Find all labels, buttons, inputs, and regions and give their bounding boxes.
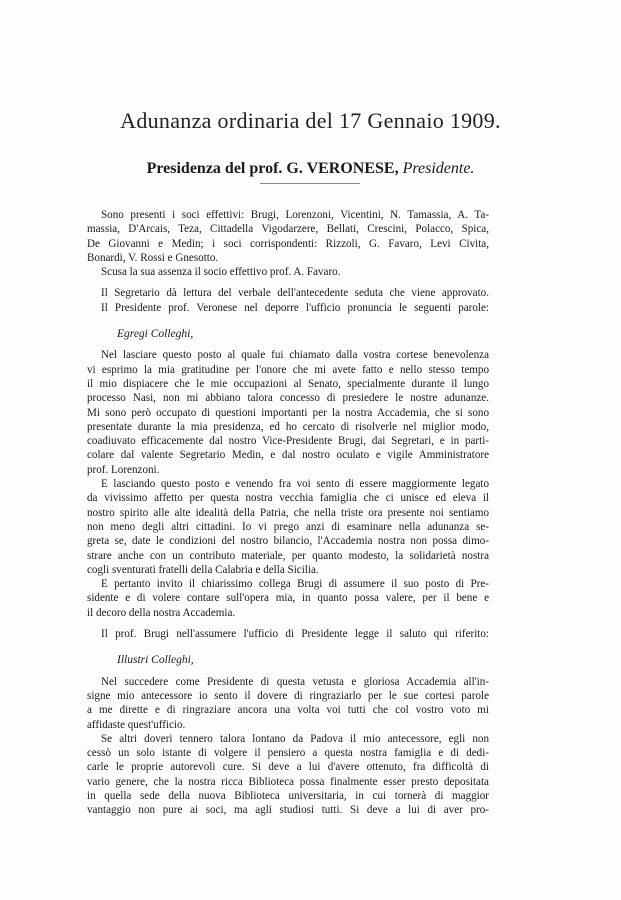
text-line: da vivissimo affetto per questa nostra vecchia famiglia che ci unisce ed eleva il: [87, 492, 489, 505]
title-divider: [260, 183, 360, 184]
paragraph-speech-2: [87, 477, 489, 577]
text-line: Scusa la sua assenza il socio effettivo prof. A. Favaro.: [101, 266, 341, 279]
text-line: E pertanto invito il chiarissimo collega Brugi di assumere il suo posto di Pre-: [101, 578, 489, 591]
text-line: sidente e di volere contare sull'opera mia, in quanto possa valere, per il bene e: [87, 592, 489, 605]
text-line: il mio dispiacere che le mie occupazioni al Senato, specialmente durante il lungo: [87, 377, 489, 390]
text-line: colare dal valente Segretario Medin, e dal nostro oculato e vigile Amministratore: [87, 449, 489, 462]
text-line: Nel lasciare questo posto al quale fui chiamato dalla vostra cortese benevolenza: [101, 349, 489, 362]
presidency-main: Presidenza del prof. G. VERONESE,: [146, 160, 399, 177]
text-line: in quella sede della nuova Biblioteca universitaria, in cui tornerà di maggior: [87, 789, 489, 802]
text-line: signe mio antecessore io sento il dovere di ringraziarlo per le sue cortesi parole: [87, 689, 489, 702]
text-line: non meno degli altri cittadini. Io vi prego anzi di esaminare nella adunanza se-: [87, 520, 489, 533]
paragraph-brugi-1: [87, 675, 489, 732]
salutation: Egregi Colleghi,: [117, 328, 194, 341]
text-line: prof. Lorenzoni.: [87, 463, 160, 476]
text-line: E lasciando questo posto e venendo fra voi sento di essere maggiormente legato: [101, 478, 489, 491]
paragraph-minutes: [87, 286, 489, 315]
text-line: massia, D'Arcais, Teza, Cittadella Vigodarzere, Bellati, Crescini, Polacco, Spica,: [87, 223, 489, 236]
text-line: il decoro della nostra Accademia.: [87, 606, 236, 619]
text-line: affidaste quest'ufficio.: [87, 718, 186, 731]
text-line: coadiuvato efficacemente dal nostro Vice-Presidente Brugi, dai Segretari, e in parti-: [87, 435, 489, 448]
text-line: Il Presidente prof. Veronese nel deporre l'ufficio pronuncia le seguenti parole:: [101, 301, 489, 314]
document-body: [87, 208, 489, 818]
text-line: cessò un solo istante di volgere il pensiero a questa nostra famiglia e di dedi-: [87, 747, 489, 760]
text-line: vantaggio non pure ai soci, ma agli studiosi tutti. Si deve a lui di aver pro-: [87, 804, 489, 817]
text-line: nostro spirito alle alte idealità della Patria, che nella triste ora presente noi sentiamo: [87, 506, 489, 519]
text-line: processo Nasi, non mi abbiano talora concesso di presiedere le nostre adunanze.: [87, 392, 489, 405]
text-line: cogli sventurati fratelli della Calabria e della Sicilia.: [87, 563, 319, 576]
text-line: greta se, date le condizioni del nostro bilancio, l'Accademia nostra non possa dimo-: [87, 535, 489, 548]
salutation: Illustri Colleghi,: [117, 654, 194, 667]
paragraph-speech-3: [87, 577, 489, 620]
text-line: Mi sono però occupato di questioni importanti per la nostra Accademia, che si sono: [87, 406, 489, 419]
text-line: Sono presenti i soci effettivi: Brugi, Lorenzoni, Vicentini, N. Tamassia, A. Ta-: [101, 209, 489, 221]
presidency-role: Presidente.: [402, 160, 475, 177]
text-line: De Giovanni e Medin; i soci corrispondenti: Rizzoli, G. Favaro, Levi Civita,: [87, 237, 489, 250]
paragraph-speech-1: [87, 348, 489, 477]
text-line: strare anche con un contributo materiale, per quanto modesto, la solidarietà nostra: [87, 549, 489, 562]
text-line: Nel succedere come Presidente di questa vetusta e gloriosa Accademia all'in-: [101, 675, 489, 688]
text-line: presentate durante la mia presidenza, ed ho cercato di risolverle nel miglior modo,: [87, 420, 489, 433]
paragraph-brugi-2: [87, 732, 489, 818]
presidency-line: [0, 160, 621, 178]
paragraph-brugi-intro: [87, 627, 489, 641]
text-line: Bonardi, V. Rossi e Gnesotto.: [87, 251, 219, 264]
text-line: vario genere, che la nostra ricca Biblioteca possa finalmente esser presto depositata: [87, 775, 489, 788]
page-title: Adunanza ordinaria del 17 Gennaio 1909.: [120, 108, 501, 133]
text-line: Se altri doveri tennero talora lontano da Padova il mio antecessore, egli non: [101, 732, 489, 745]
paragraph-attendees: [87, 208, 489, 279]
text-line: a me dirette e di ringraziare ancora una volta voi tutti che col vostro voto mi: [87, 704, 489, 717]
text-line: Il Segretario dà lettura del verbale dell'antecedente seduta che viene approvato.: [101, 287, 489, 300]
text-line: carle le proprie autorevoli cure. Si deve a lui d'avere ottenuto, fra difficoltà di: [87, 761, 489, 774]
text-line: vi esprimo la mia gratitudine per l'onore che mi avete fatto e nello stesso tempo: [87, 363, 489, 376]
text-line: Il prof. Brugi nell'assumere l'ufficio di Presidente legge il saluto qui riferito:: [101, 628, 489, 641]
